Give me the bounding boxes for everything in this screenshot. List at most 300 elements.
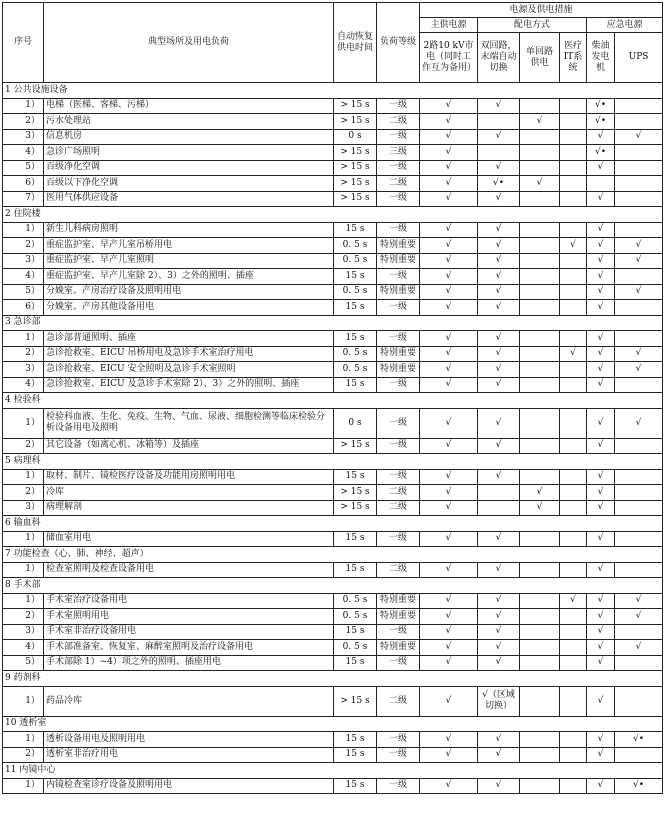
section-row [3, 454, 663, 470]
row-check-cell [520, 469, 560, 485]
row-place: 急诊部普通照明、插座 [44, 331, 334, 347]
row-check-cell: √ [520, 176, 560, 192]
row-check-cell: √ [478, 593, 520, 609]
row-auto-restore: 15 s [334, 331, 377, 347]
row-check-cell: √ [587, 500, 615, 516]
table-row [3, 238, 663, 254]
row-check-cell: √ [478, 732, 520, 748]
row-check-cell: √ [478, 531, 520, 547]
row-check-cell [520, 331, 560, 347]
section-title: 3 急诊部 [3, 315, 663, 331]
table-row [3, 778, 663, 794]
row-check-cell: √ [587, 640, 615, 656]
header-distribution: 配电方式 [478, 18, 587, 33]
row-place: 手术部除 1）~4）项之外的照明、插座用电 [44, 655, 334, 671]
header-single-circuit: 单回路供电 [520, 33, 560, 83]
row-check-cell [560, 98, 587, 114]
row-check-cell: √ [587, 609, 615, 625]
row-auto-restore: > 15 s [334, 686, 377, 716]
row-check-cell [587, 176, 615, 192]
section-row [3, 207, 663, 223]
row-check-cell: √ [478, 640, 520, 656]
row-load-level: 一级 [377, 624, 420, 640]
row-place: 其它设备（如离心机、冰箱等）及插座 [44, 438, 334, 454]
row-check-cell: √ [587, 778, 615, 794]
row-place: 分娩室、产房其他设备用电 [44, 300, 334, 316]
row-auto-restore: 0. 5 s [334, 253, 377, 269]
row-check-cell [520, 747, 560, 763]
row-load-level: 一级 [377, 408, 420, 438]
row-check-cell: √ [420, 129, 478, 145]
row-check-cell [615, 562, 663, 578]
row-check-cell [520, 377, 560, 393]
section-title: 2 住院楼 [3, 207, 663, 223]
row-place: 冷库 [44, 485, 334, 501]
row-auto-restore: 15 s [334, 562, 377, 578]
row-index: 1） [3, 732, 44, 748]
row-check-cell [560, 160, 587, 176]
row-check-cell [615, 485, 663, 501]
row-check-cell: √ [560, 346, 587, 362]
row-check-cell: √ [587, 593, 615, 609]
row-auto-restore: 15 s [334, 377, 377, 393]
row-check-cell [560, 686, 587, 716]
table-row [3, 129, 663, 145]
row-load-level: 二级 [377, 114, 420, 130]
row-check-cell [560, 747, 587, 763]
row-check-cell [615, 145, 663, 161]
row-load-level: 一级 [377, 331, 420, 347]
row-check-cell [560, 485, 587, 501]
row-load-level: 一级 [377, 191, 420, 207]
section-title: 10 透析室 [3, 716, 663, 732]
row-check-cell: √• [587, 98, 615, 114]
row-check-cell: √ [420, 284, 478, 300]
row-place: 病理解剖 [44, 500, 334, 516]
row-index: 5） [3, 284, 44, 300]
row-place: 医用气体供应设备 [44, 191, 334, 207]
row-check-cell: √ [420, 655, 478, 671]
row-check-cell: √ [587, 485, 615, 501]
row-check-cell: √ [420, 732, 478, 748]
row-check-cell [520, 732, 560, 748]
row-check-cell [520, 686, 560, 716]
row-auto-restore: 15 s [334, 732, 377, 748]
row-check-cell [560, 438, 587, 454]
row-check-cell [615, 686, 663, 716]
row-check-cell: √ [420, 346, 478, 362]
table-row [3, 114, 663, 130]
row-auto-restore: 15 s [334, 747, 377, 763]
row-check-cell: √ [420, 300, 478, 316]
row-check-cell: √ [478, 284, 520, 300]
row-check-cell: √ [587, 284, 615, 300]
table-row [3, 640, 663, 656]
row-place: 百级以下净化空调 [44, 176, 334, 192]
row-check-cell [478, 145, 520, 161]
row-check-cell [520, 438, 560, 454]
row-check-cell: √ [478, 191, 520, 207]
header-power-measures: 电源及供电措施 [420, 3, 663, 18]
table-row [3, 531, 663, 547]
row-check-cell [615, 500, 663, 516]
row-check-cell: √ [478, 98, 520, 114]
row-check-cell [615, 114, 663, 130]
row-check-cell: √ [420, 238, 478, 254]
row-index: 5） [3, 655, 44, 671]
row-check-cell [560, 469, 587, 485]
row-check-cell: √ [420, 269, 478, 285]
table-row [3, 593, 663, 609]
header-emergency: 应急电源 [587, 18, 663, 33]
row-check-cell [560, 778, 587, 794]
row-place: 手术室非治疗设备用电 [44, 624, 334, 640]
header-seq: 序号 [3, 3, 44, 83]
row-check-cell: √ [587, 747, 615, 763]
row-auto-restore: 0. 5 s [334, 346, 377, 362]
table-row [3, 469, 663, 485]
row-check-cell: √ [420, 408, 478, 438]
row-load-level: 一级 [377, 98, 420, 114]
row-place: 重症监护室、早产儿室吊桥用电 [44, 238, 334, 254]
row-check-cell [520, 253, 560, 269]
table-row [3, 176, 663, 192]
row-check-cell: √ [587, 562, 615, 578]
row-index: 1） [3, 98, 44, 114]
section-row [3, 315, 663, 331]
table-row [3, 284, 663, 300]
row-index: 2） [3, 346, 44, 362]
row-check-cell [520, 562, 560, 578]
table-row [3, 269, 663, 285]
row-place: 手术部准备室、恢复室、麻醉室照明及治疗设备用电 [44, 640, 334, 656]
row-check-cell [560, 253, 587, 269]
row-auto-restore: > 15 s [334, 500, 377, 516]
row-check-cell: √ [420, 377, 478, 393]
row-check-cell [520, 531, 560, 547]
row-check-cell [520, 362, 560, 378]
row-index: 2） [3, 485, 44, 501]
row-check-cell [520, 778, 560, 794]
row-check-cell: √• [615, 732, 663, 748]
section-row [3, 763, 663, 779]
row-load-level: 一级 [377, 655, 420, 671]
row-auto-restore: 0. 5 s [334, 362, 377, 378]
row-check-cell: √ [420, 531, 478, 547]
row-check-cell [615, 300, 663, 316]
section-row [3, 393, 663, 409]
row-check-cell: √ [478, 300, 520, 316]
row-check-cell [520, 129, 560, 145]
row-index: 3） [3, 362, 44, 378]
row-check-cell: √ [420, 98, 478, 114]
row-auto-restore: > 15 s [334, 176, 377, 192]
row-check-cell: √ [587, 222, 615, 238]
row-load-level: 特别重要 [377, 284, 420, 300]
row-check-cell: √ [420, 176, 478, 192]
row-check-cell [520, 269, 560, 285]
table-row [3, 500, 663, 516]
row-load-level: 特别重要 [377, 253, 420, 269]
row-check-cell: √ [520, 485, 560, 501]
row-place: 分娩室、产房治疗设备及照明用电 [44, 284, 334, 300]
row-load-level: 一级 [377, 778, 420, 794]
row-check-cell: √ [560, 593, 587, 609]
row-check-cell: √ [615, 640, 663, 656]
section-title: 4 检验科 [3, 393, 663, 409]
row-check-cell: √ [420, 562, 478, 578]
row-index: 7） [3, 191, 44, 207]
row-check-cell: √ [587, 191, 615, 207]
row-check-cell [615, 747, 663, 763]
row-check-cell: √ [478, 438, 520, 454]
row-index: 5） [3, 160, 44, 176]
row-load-level: 二级 [377, 500, 420, 516]
section-row [3, 716, 663, 732]
row-check-cell: √ [587, 655, 615, 671]
row-check-cell: √ [420, 160, 478, 176]
table-row [3, 655, 663, 671]
row-place: 透析设备用电及照明用电 [44, 732, 334, 748]
row-check-cell: √ [420, 686, 478, 716]
row-check-cell [560, 145, 587, 161]
row-index: 2） [3, 438, 44, 454]
row-place: 手术室照明用电 [44, 609, 334, 625]
row-check-cell [560, 377, 587, 393]
row-auto-restore: 15 s [334, 269, 377, 285]
header-dual-circuit: 双回路，末端自动切换 [478, 33, 520, 83]
row-load-level: 特别重要 [377, 593, 420, 609]
row-load-level: 一级 [377, 160, 420, 176]
row-check-cell [478, 485, 520, 501]
row-load-level: 三级 [377, 145, 420, 161]
row-load-level: 一级 [377, 222, 420, 238]
section-row [3, 516, 663, 532]
header-diesel: 柴油发电机 [587, 33, 615, 83]
row-place: 百级净化空调 [44, 160, 334, 176]
row-check-cell [615, 531, 663, 547]
table-row [3, 98, 663, 114]
row-check-cell [520, 191, 560, 207]
row-check-cell: √ [420, 222, 478, 238]
row-index: 3） [3, 624, 44, 640]
row-check-cell [560, 284, 587, 300]
row-check-cell: √ [615, 593, 663, 609]
row-auto-restore: 0. 5 s [334, 593, 377, 609]
row-check-cell [520, 640, 560, 656]
table-row [3, 362, 663, 378]
row-check-cell [560, 640, 587, 656]
row-check-cell [560, 129, 587, 145]
row-check-cell: √ [420, 253, 478, 269]
table-row [3, 253, 663, 269]
row-check-cell: √ [587, 408, 615, 438]
row-place: 重症监护室、早产儿室除 2）、3）之外的照明、插座 [44, 269, 334, 285]
row-check-cell: √• [587, 145, 615, 161]
row-auto-restore: 0 s [334, 129, 377, 145]
row-check-cell: √ [587, 346, 615, 362]
table-row [3, 145, 663, 161]
row-load-level: 一级 [377, 377, 420, 393]
table-row [3, 747, 663, 763]
row-place: 储血室用电 [44, 531, 334, 547]
row-check-cell [615, 331, 663, 347]
row-check-cell [560, 562, 587, 578]
row-check-cell: √ [587, 362, 615, 378]
row-auto-restore: > 15 s [334, 114, 377, 130]
row-place: 急诊抢救室、EICU 吊桥用电及急诊手术室治疗用电 [44, 346, 334, 362]
row-check-cell: √ [587, 269, 615, 285]
row-auto-restore: 0. 5 s [334, 284, 377, 300]
row-check-cell: √ [478, 562, 520, 578]
row-index: 1） [3, 408, 44, 438]
row-check-cell: √ [587, 300, 615, 316]
row-place: 透析室非治疗用电 [44, 747, 334, 763]
row-load-level: 一级 [377, 129, 420, 145]
row-index: 1） [3, 531, 44, 547]
row-place: 检验科血液、生化、免疫、生物、气血、尿液、细胞检测等临床检验分析设备用电及照明 [44, 408, 334, 438]
header-ups: UPS [615, 33, 663, 83]
row-check-cell: √ [615, 253, 663, 269]
row-check-cell [560, 732, 587, 748]
row-check-cell [560, 331, 587, 347]
header-place: 典型场所及用电负荷 [44, 3, 334, 83]
row-check-cell: √ [615, 362, 663, 378]
section-title: 7 功能检查（心、肺、神经、超声） [3, 547, 663, 563]
row-check-cell: √ [478, 609, 520, 625]
row-check-cell: √ [420, 640, 478, 656]
row-check-cell: √ [478, 747, 520, 763]
row-index: 4） [3, 640, 44, 656]
row-check-cell: √ [420, 500, 478, 516]
table-row [3, 686, 663, 716]
row-auto-restore: 15 s [334, 300, 377, 316]
table-row [3, 562, 663, 578]
table-row [3, 300, 663, 316]
row-check-cell [478, 114, 520, 130]
row-index: 2） [3, 114, 44, 130]
row-check-cell: √ [420, 331, 478, 347]
row-check-cell [615, 191, 663, 207]
row-check-cell: √ [420, 485, 478, 501]
row-check-cell: √ [587, 129, 615, 145]
row-check-cell [560, 114, 587, 130]
row-check-cell: √ [478, 362, 520, 378]
row-check-cell: √ [420, 191, 478, 207]
row-load-level: 二级 [377, 176, 420, 192]
section-title: 5 病理科 [3, 454, 663, 470]
row-check-cell [520, 408, 560, 438]
row-check-cell [560, 624, 587, 640]
row-load-level: 一级 [377, 531, 420, 547]
row-check-cell: √ [478, 222, 520, 238]
row-place: 污水处理站 [44, 114, 334, 130]
row-check-cell: √ [587, 531, 615, 547]
table-row [3, 160, 663, 176]
row-check-cell: √ [615, 346, 663, 362]
row-load-level: 一级 [377, 732, 420, 748]
row-load-level: 特别重要 [377, 238, 420, 254]
row-check-cell [520, 160, 560, 176]
header-main-supply: 主供电源 [420, 18, 478, 33]
row-auto-restore: > 15 s [334, 485, 377, 501]
row-index: 3） [3, 253, 44, 269]
row-check-cell [560, 500, 587, 516]
table-row [3, 732, 663, 748]
row-check-cell [520, 593, 560, 609]
row-check-cell [560, 531, 587, 547]
row-load-level: 特别重要 [377, 362, 420, 378]
row-check-cell [520, 222, 560, 238]
row-check-cell [615, 438, 663, 454]
row-check-cell: √ [615, 408, 663, 438]
row-check-cell: √ [520, 500, 560, 516]
table-row [3, 438, 663, 454]
row-place: 急诊抢救室、EICU 及急诊手术室除 2）、3）之外的照明、插座 [44, 377, 334, 393]
row-auto-restore: 0. 5 s [334, 640, 377, 656]
row-check-cell: √ [615, 609, 663, 625]
row-auto-restore: > 15 s [334, 145, 377, 161]
row-check-cell [615, 222, 663, 238]
row-check-cell: √ [420, 747, 478, 763]
row-check-cell: √• [478, 176, 520, 192]
section-title: 8 手术部 [3, 578, 663, 594]
table-row [3, 624, 663, 640]
row-check-cell [560, 222, 587, 238]
row-check-cell: √• [615, 778, 663, 794]
row-check-cell: √ [420, 362, 478, 378]
row-index: 1） [3, 222, 44, 238]
row-auto-restore: 15 s [334, 222, 377, 238]
row-load-level: 一级 [377, 300, 420, 316]
row-check-cell [478, 500, 520, 516]
row-check-cell: √ [587, 160, 615, 176]
row-check-cell: √ [478, 624, 520, 640]
row-check-cell: √ [615, 238, 663, 254]
row-check-cell [560, 408, 587, 438]
row-check-cell: √ [560, 238, 587, 254]
row-check-cell: √ [587, 686, 615, 716]
row-check-cell: √（区域切换） [478, 686, 520, 716]
row-check-cell: √ [615, 284, 663, 300]
row-index: 3） [3, 129, 44, 145]
table-row [3, 331, 663, 347]
row-auto-restore: > 15 s [334, 98, 377, 114]
row-check-cell: √ [420, 114, 478, 130]
row-check-cell: √ [420, 438, 478, 454]
section-title: 1 公共设施设备 [3, 83, 663, 99]
row-auto-restore: > 15 s [334, 191, 377, 207]
row-index: 1） [3, 562, 44, 578]
row-place: 急诊抢救室、EICU 安全照明及急诊手术室照明 [44, 362, 334, 378]
row-load-level: 二级 [377, 686, 420, 716]
row-check-cell [560, 609, 587, 625]
row-check-cell: √ [420, 778, 478, 794]
row-check-cell: √ [587, 331, 615, 347]
row-index: 2） [3, 747, 44, 763]
row-check-cell [560, 191, 587, 207]
row-auto-restore: 15 s [334, 655, 377, 671]
section-title: 9 药剂科 [3, 671, 663, 687]
row-check-cell [615, 176, 663, 192]
row-index: 4） [3, 377, 44, 393]
row-index: 1） [3, 331, 44, 347]
section-row [3, 671, 663, 687]
row-check-cell [560, 655, 587, 671]
section-row [3, 83, 663, 99]
row-index: 6） [3, 176, 44, 192]
row-index: 3） [3, 500, 44, 516]
